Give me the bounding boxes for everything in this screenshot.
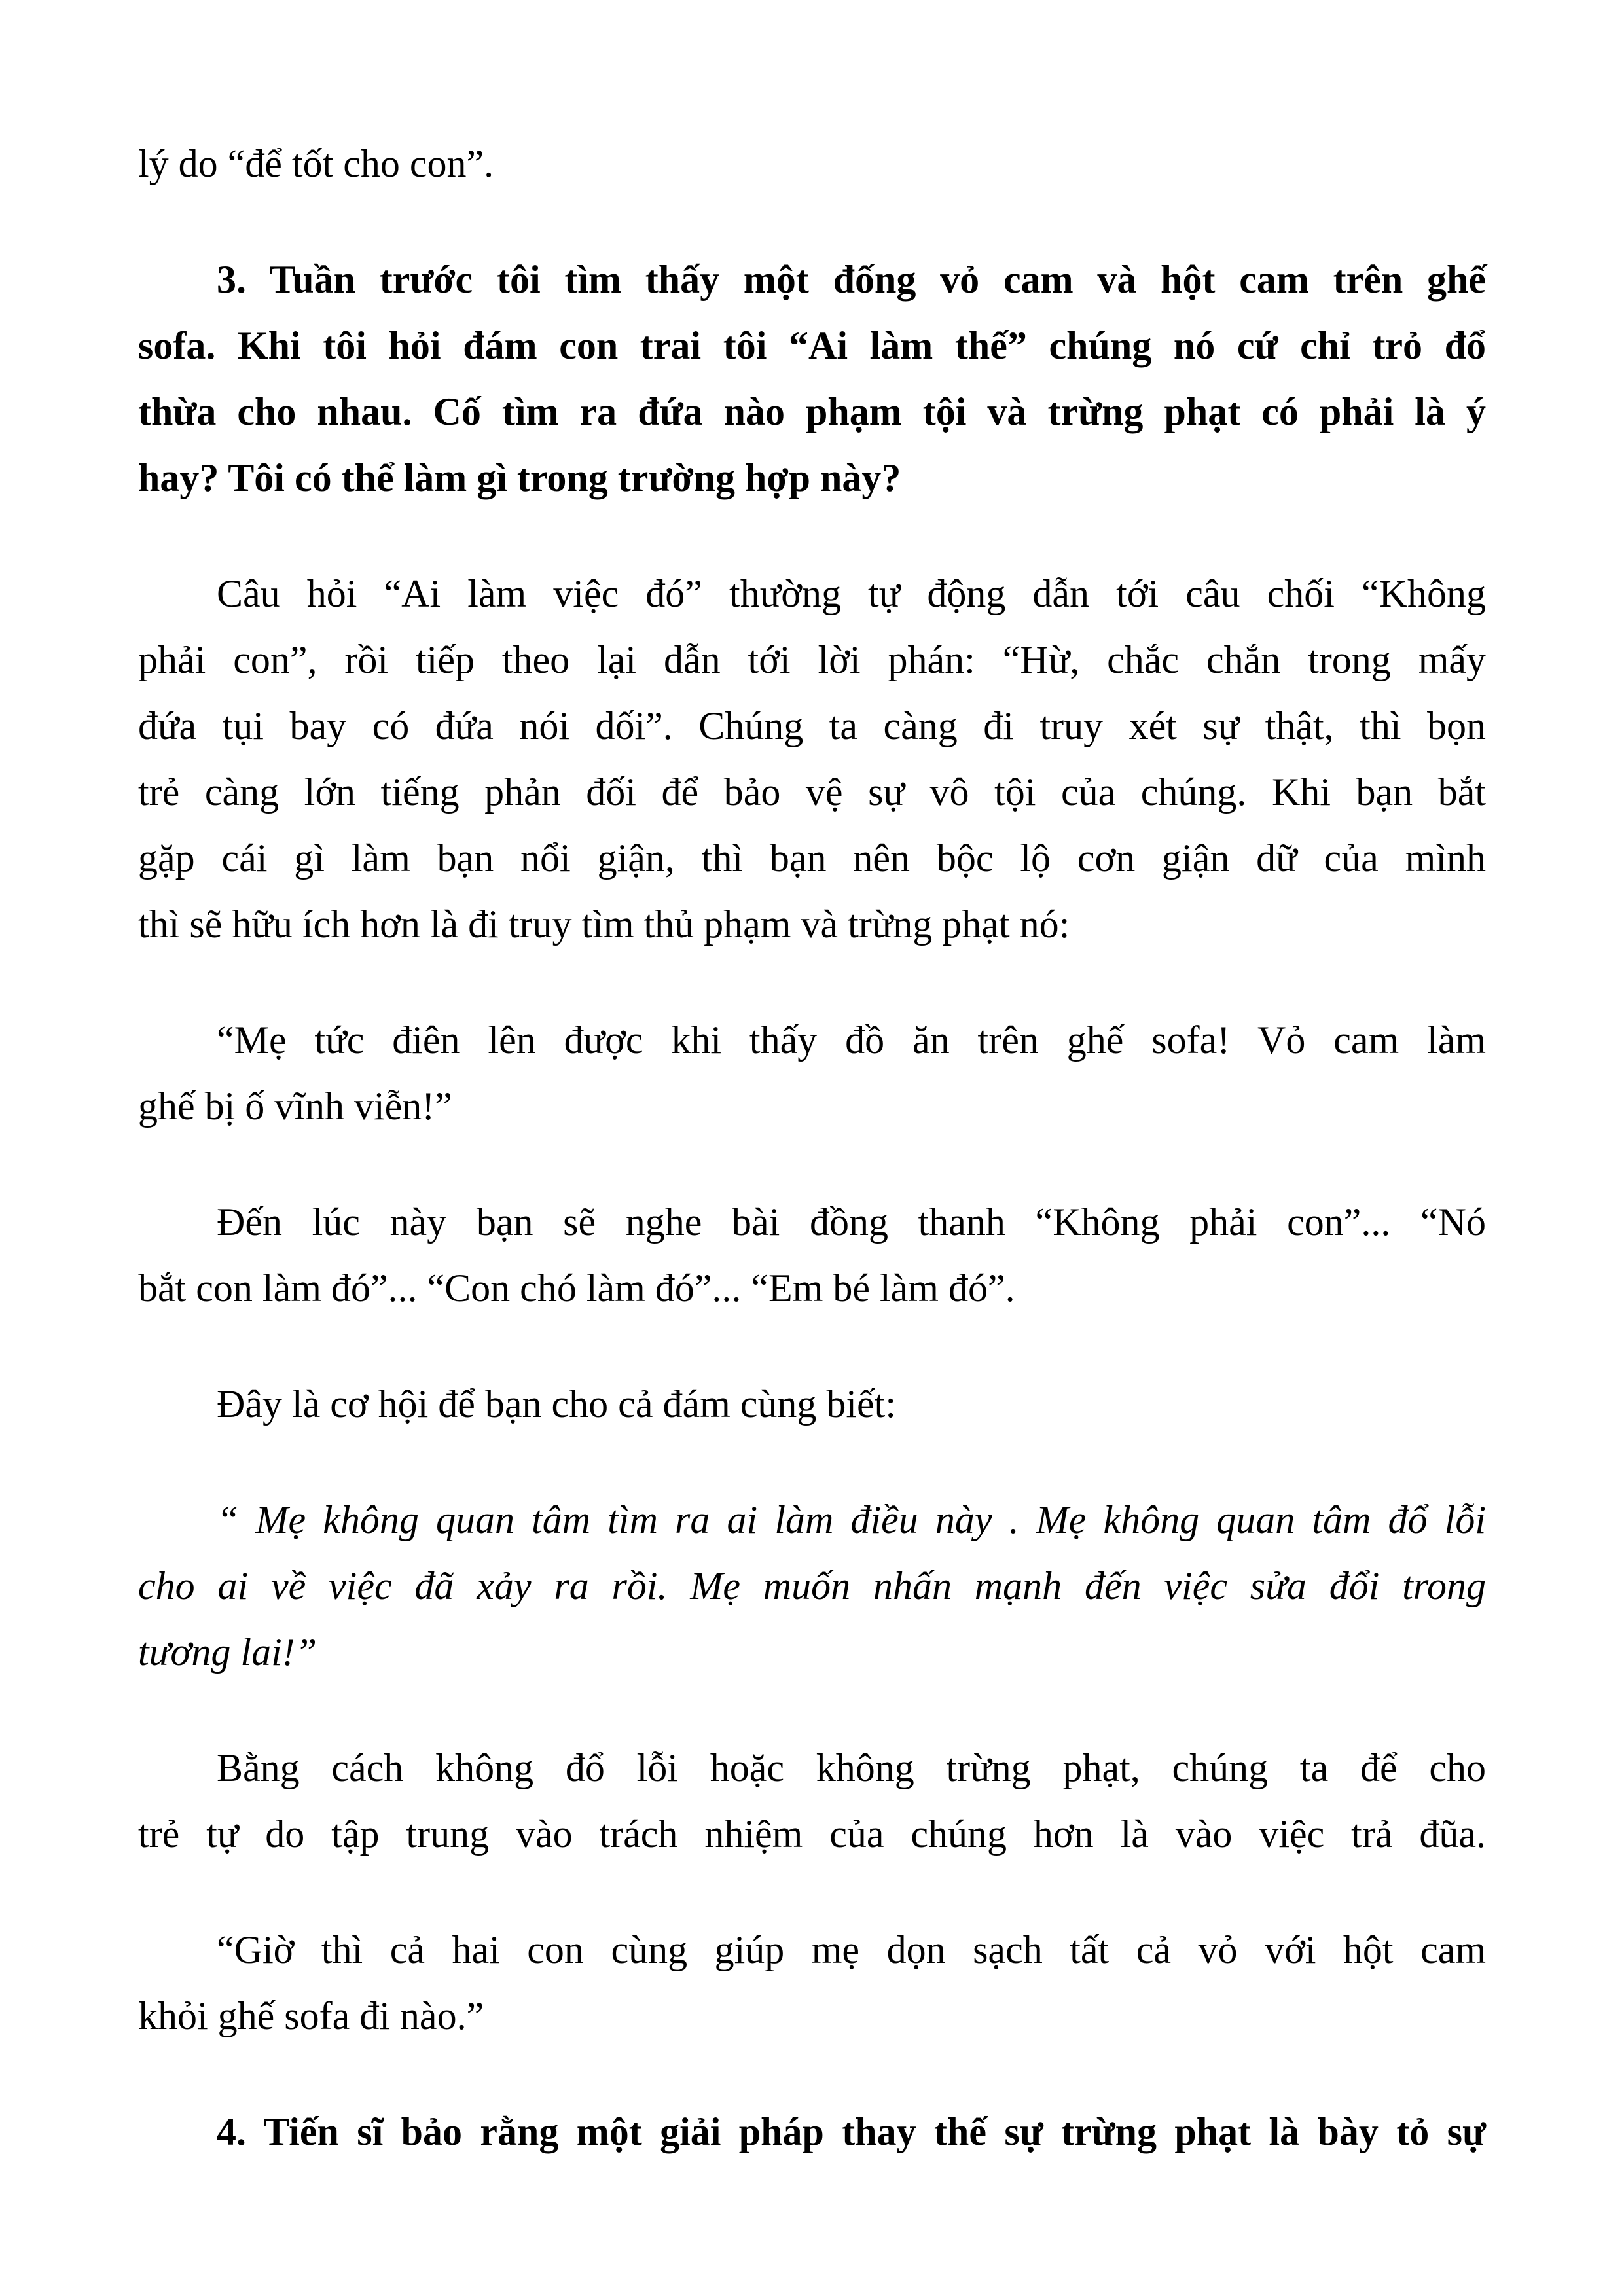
paragraph-lead-in-continuation	[138, 131, 1486, 197]
paragraph-question-4	[138, 2099, 1486, 2165]
text-line: cho ai về việc đã xảy ra rồi. Mẹ muốn nhấn mạnh đến việc sửa đổi trong	[138, 1564, 1486, 1607]
text-line: tương lai!”	[138, 1630, 317, 1674]
text-line: bắt con làm đó”... “Con chó làm đó”... “Em bé làm đó”.	[138, 1266, 1015, 1310]
text-line: 3. Tuần trước tôi tìm thấy một đống vỏ cam và hột cam trên ghế	[217, 258, 1486, 301]
text-line: gặp cái gì làm bạn nổi giận, thì bạn nên bộc lộ cơn giận dữ của mình	[138, 836, 1486, 880]
text-line: 4. Tiến sĩ bảo rằng một giải pháp thay thế sự trừng phạt là bày tỏ sự	[217, 2110, 1486, 2153]
paragraph-denial-chorus	[138, 1189, 1486, 1321]
text-line: sofa. Khi tôi hỏi đám con trai tôi “Ai làm thế” chúng nó cứ chỉ trỏ đổ	[138, 324, 1486, 367]
text-line: Câu hỏi “Ai làm việc đó” thường tự động dẫn tới câu chối “Không	[217, 572, 1486, 615]
text-line: phải con”, rồi tiếp theo lại dẫn tới lời phán: “Hừ, chắc chắn trong mấy	[138, 638, 1486, 681]
text-line: hay? Tôi có thể làm gì trong trường hợp này?	[138, 456, 901, 499]
paragraph-anger-quote	[138, 1007, 1486, 1139]
text-line: Bằng cách không đổ lỗi hoặc không trừng phạt, chúng ta để cho	[217, 1746, 1486, 1789]
paragraph-opportunity	[138, 1371, 1486, 1437]
paragraph-answer-intro	[138, 561, 1486, 958]
text-line: “ Mẹ không quan tâm tìm ra ai làm điều này . Mẹ không quan tâm đổ lỗi	[217, 1498, 1486, 1541]
text-line: Đây là cơ hội để bạn cho cả đám cùng biết:	[217, 1382, 897, 1426]
paragraph-no-blame	[138, 1735, 1486, 1867]
text-line: trẻ càng lớn tiếng phản đối để bảo vệ sự vô tội của chúng. Khi bạn bắt	[138, 770, 1486, 814]
text-line: “Giờ thì cả hai con cùng giúp mẹ dọn sạch tất cả vỏ với hột cam	[217, 1928, 1486, 1971]
paragraph-cleanup-quote	[138, 1917, 1486, 2049]
text-line: thừa cho nhau. Cố tìm ra đứa nào phạm tội và trừng phạt có phải là ý	[138, 390, 1486, 433]
text-line: Đến lúc này bạn sẽ nghe bài đồng thanh “Không phải con”... “Nó	[217, 1200, 1486, 1244]
text-line: lý do “để tốt cho con”.	[138, 142, 494, 185]
text-line: ghế bị ố vĩnh viễn!”	[138, 1085, 452, 1128]
text-line: khỏi ghế sofa đi nào.”	[138, 1994, 484, 2037]
text-line: “Mẹ tức điên lên được khi thấy đồ ăn trên ghế sofa! Vỏ cam làm	[217, 1018, 1486, 1062]
text-line: đứa tụi bay có đứa nói dối”. Chúng ta càng đi truy xét sự thật, thì bọn	[138, 704, 1486, 747]
paragraph-mother-message	[138, 1487, 1486, 1685]
text-line: trẻ tự do tập trung vào trách nhiệm của chúng hơn là vào việc trả đũa.	[138, 1812, 1486, 1856]
text-line: thì sẽ hữu ích hơn là đi truy tìm thủ phạm và trừng phạt nó:	[138, 903, 1070, 946]
paragraph-question-3	[138, 247, 1486, 511]
